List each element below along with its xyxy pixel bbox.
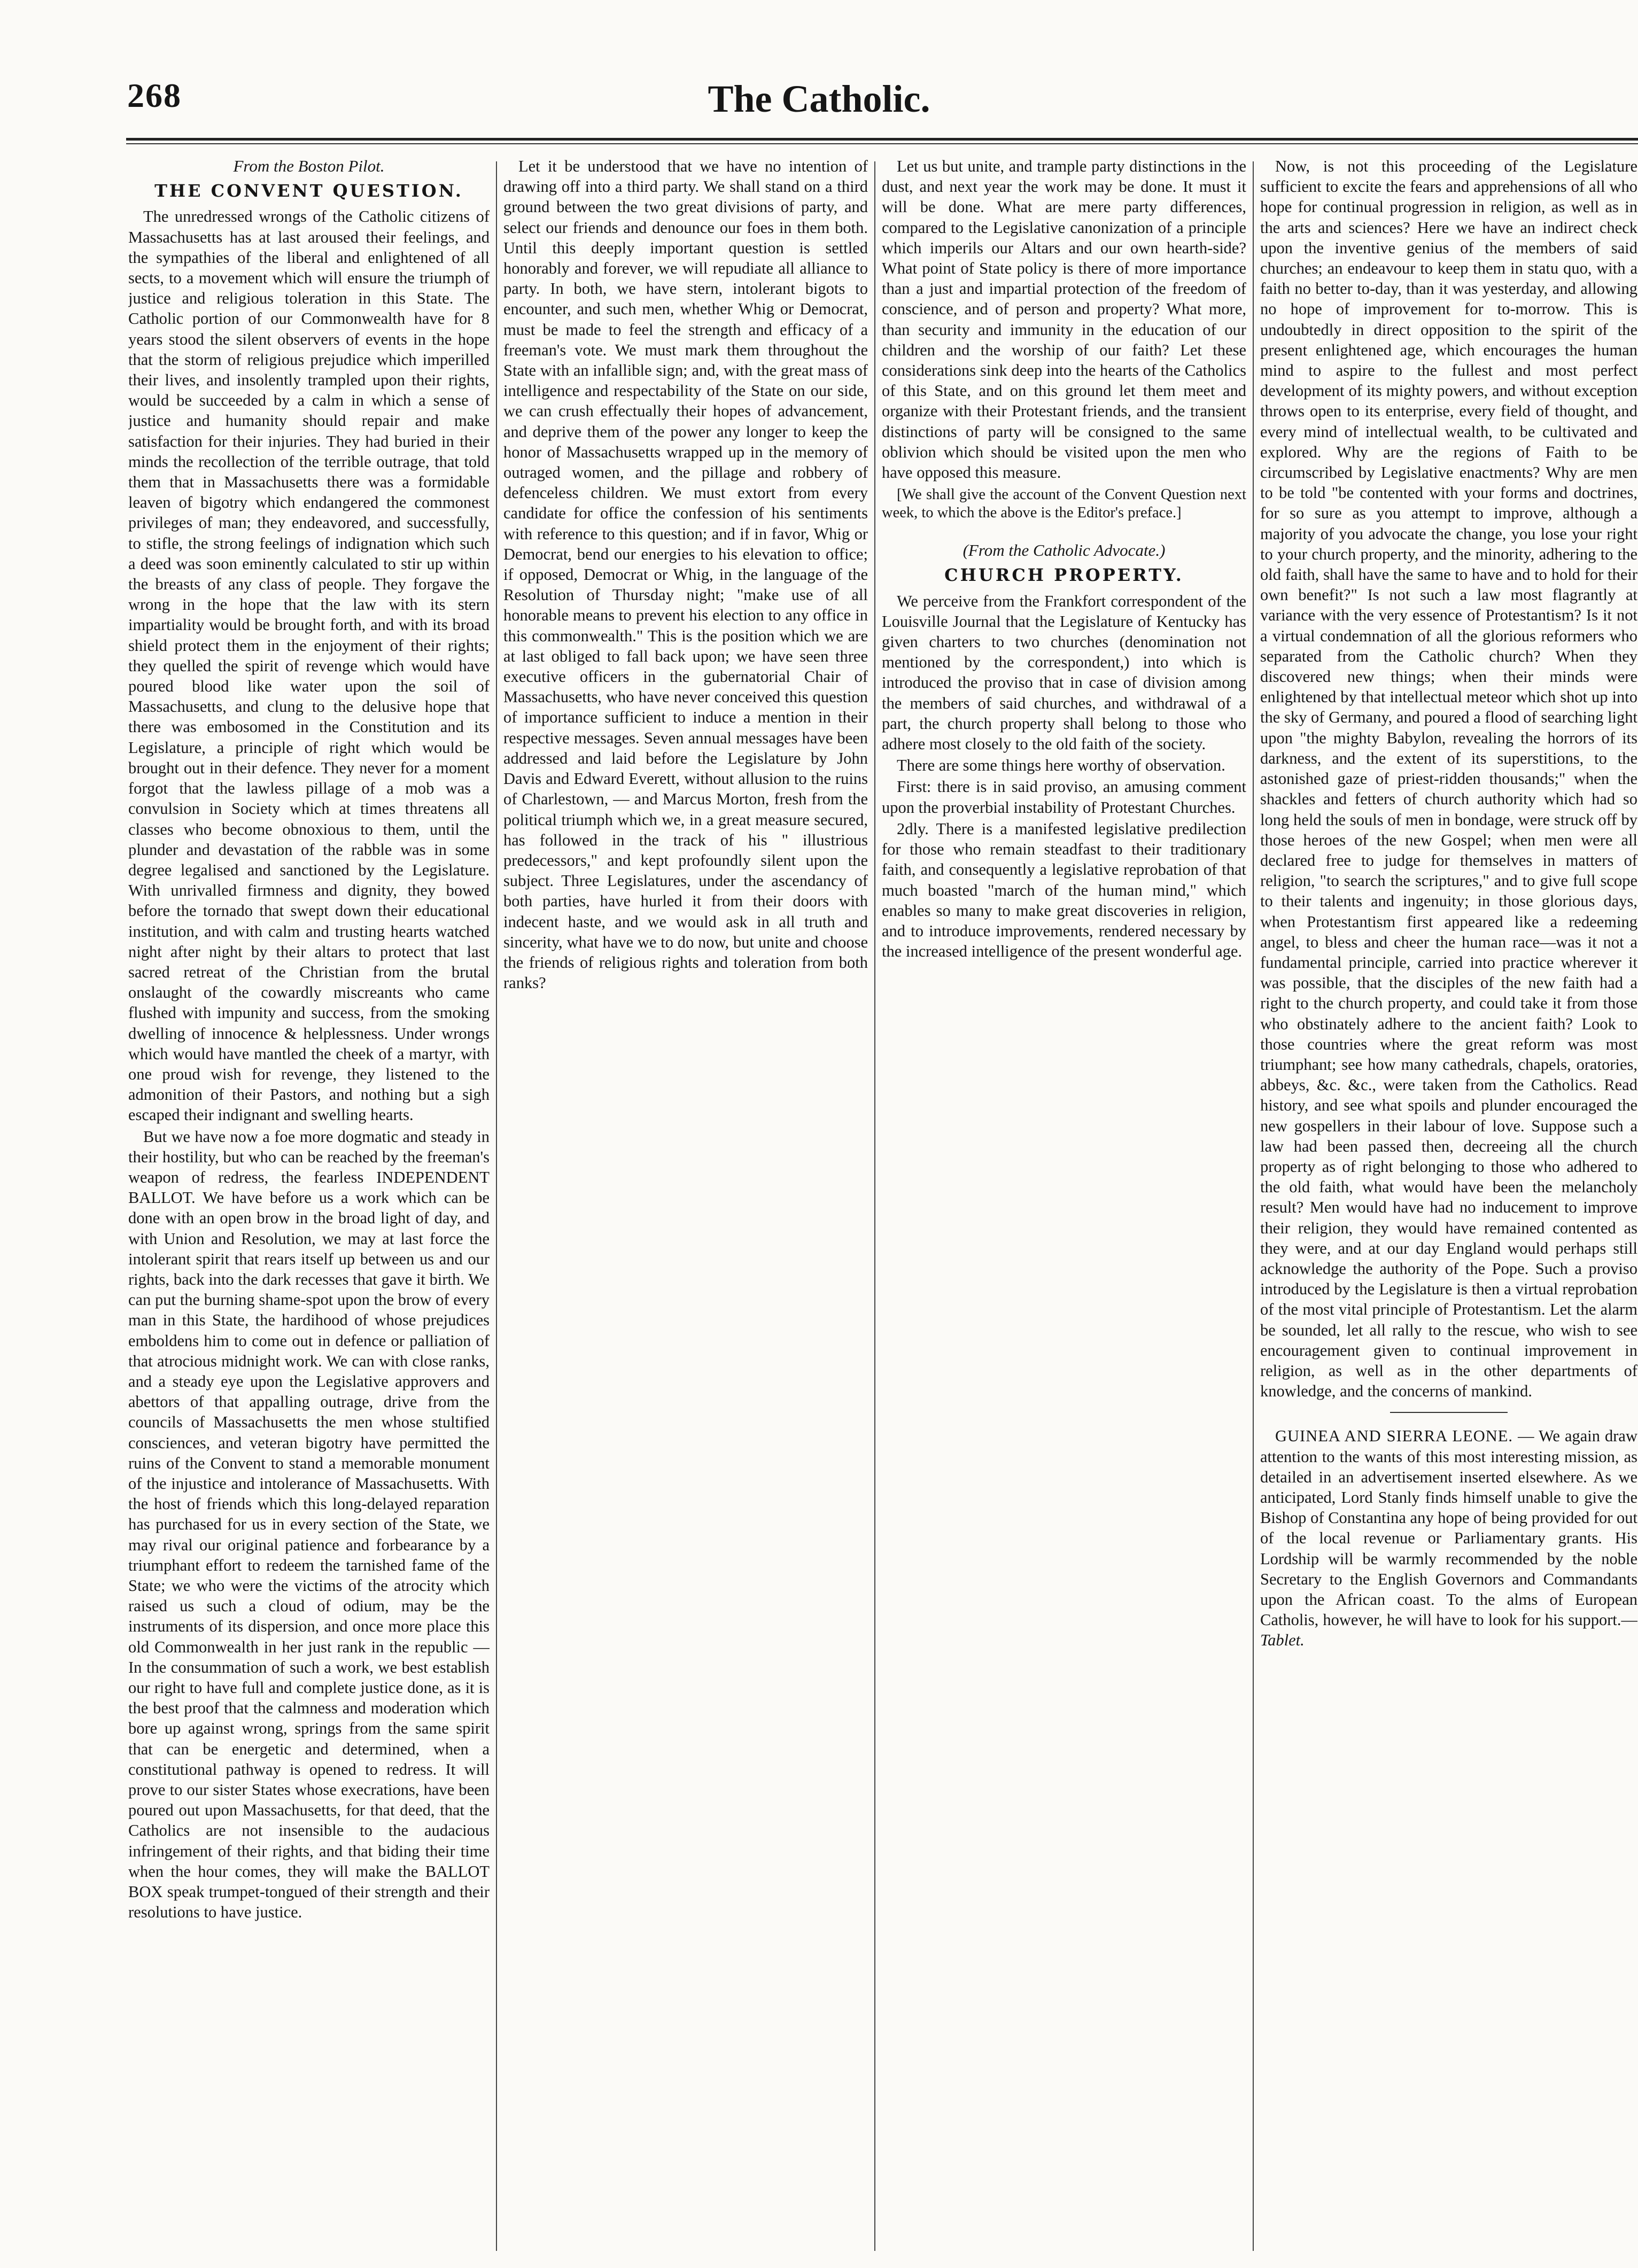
- column-separator: [496, 161, 497, 2251]
- page-number: 268: [127, 76, 182, 114]
- column-separator: [1253, 161, 1254, 2251]
- news-brief: [1260, 1426, 1637, 1650]
- article-paragraph: 2dly. There is a manifested legislative predilection for those who remain steadfast to their traditionary faith, and consequently a legislative reprobation of that much boasted "march of the human mind," which enables so many to make great discoveries in religion, and to introduce improvements, rendered necessary by the increased intelligence of the present wonderful age.: [882, 819, 1246, 961]
- article-source: (From the Catholic Advocate.): [962, 541, 1166, 560]
- news-brief-text: — We again draw attention to the wants of this most interesting mission, as detailed in an advertisement inserted elsewhere. As we anticipated, Lord Stanly finds himself unable to give the Bishop of Constantina any hope of being provided for out of the local revenue or Parliamentary grants. His Lordship will be warmly recommended by the noble Secretary to the English Governors and Commandants upon the African coast. To the alms of European Catholis, however, he will have to look for his support.—: [1260, 1427, 1637, 1629]
- article-paragraph: First: there is in said proviso, an amusing comment upon the proverbial instability of Protestant Churches.: [882, 778, 1246, 817]
- column-2: [503, 156, 868, 2256]
- article-paragraph: Now, is not this proceeding of the Legislature sufficient to excite the fears and apprehensions of all who hope for continual progression in religion, as well as in the arts and sciences? Here we have an indirect check upon the inventive genius of the members of said churches; an endeavour to keep them in statu quo, with a faith no better to-day, than it was yesterday, and allowing no hope of improvement for to-morrow. This is undoubtedly in direct opposition to the spirit of the present enlightened age, which encourages the human mind to aspire to the fullest and most perfect development of its mighty powers, and without exception throws open to its enterprise, every field of thought, and every mind of intellectual wealth, to be cultivated and explored. Why are the regions of Faith to be circumscribed by Legislative enactments? Why are men to be told "be contented with your forms and doctrines, for so sure as you attempt to improve, although a majority of you advocate the change, you lose your right to your church property, and the minority, adhering to the old faith, shall have the same to have and to hold for their own benefit?" Is not such a law most flagrantly at variance with the very essence of Protestantism? Is it not a virtual condemnation of all the glorious reformers who separated from the Catholic church? When they discovered new things; when their minds were enlightened by that intellectual meteor which shot up into the sky of Germany, and poured a flood of searching light upon "the mighty Babylon, revealing the horrors of its darkness, and the extent of its superstitions, to the astonished gaze of priest-ridden thousands;" when the shackles and fetters of church authority which had so long held the souls of men in bondage, were struck off by those heroes of the new Gospel; when men were all declared free to judge for themselves in matters of religion, "to search the scriptures," and to give full scope to their talents and ingenuity; in those glorious days, when Protestantism first appeared like a redeeming angel, to bless and cheer the human race—was it not a fundamental principle, carried into practice wherever it was possible, that the disciples of the new faith had a right to the church property, and could take it from those who obstinately adhere to the ancient faith? Look to those countries where the great reform was most triumphant; see how many cathedrals, chapels, oratories, abbeys, &c. &c., were taken from the Catholics. Read history, and see what spoils and plunder encouraged the new gospellers in their labour of love. Suppose such a law had been passed then, decreeing all the church property as of right belonging to those who adhered to the old faith, what would have been the melancholy result? Men would have had no inducement to improve their religion, they would have remained contented as they were, and at our day England would perhaps still acknowledge the authority of the Pope. Such a proviso introduced by the Legislature is then a virtual reprobation of the most vital principle of Protestantism. Let the alarm be sounded, let all rally to the rescue, who wish to see encouragement given to continual improvement in religion, as well as in the other departments of knowledge, and the concerns of mankind.: [1260, 157, 1637, 1401]
- article-paragraph: There are some things here worthy of observation.: [897, 756, 1225, 775]
- article-paragraph: The unredressed wrongs of the Catholic citizens of Massachusetts has at last aroused their feelings, and the sympathies of the liberal and enlightened of all sects, to a movement which will ensure the triumph of justice and religious toleration in this State. The Catholic portion of our Commonwealth have for 8 years stood the silent observers of events in the hope that the storm of religious prejudice which imperilled their lives, and insolently trampled upon their rights, would be succeeded by a calm in which a sense of justice and humanity should repair and make satisfaction for their injuries. They had buried in their minds the recollection of the terrible outrage, that told them that in Massachusetts there was a formidable leaven of bigotry which endangered the commonest privileges of man; they endeavored, and successfully, to stifle, the strong feelings of indignation which such a deed was soon eminently calculated to stir up within the breasts of any class of people. They forgave the wrong in the hope that the law with its stern impartiality would be brought forth, and with its broad shield protect them in the enjoyment of their rights; they quelled the spirit of revenge which would have poured blood like water upon the soil of Massachusetts, and clung to the delusive hope that there was embosomed in the Constitution and its Legislature, a principle of right which would be brought out in their defence. They never for a moment forgot that the lawless pillage of a mob was a convulsion in Society which at times threatens all classes who become obnoxious to them, until the plunder and devastation of the rabble was in some degree legalised and sanctioned by the Legislature. With unrivalled firmness and dignity, they bowed before the tornado that swept down their educational institution, and with calm and trusting hearts watched night after night by their altars to protect that last sacred retreat of the Christian from the brutal onslaught of the cowardly miscreants who came flushed with impunity and success, from the smoking dwelling of innocence & helplessness. Under wrongs which would have mantled the cheek of a martyr, with one proud wish for revenge, they listened to the admonition of their Pastors, and nothing but a sigh escaped their indignant and swelling hearts.: [128, 207, 490, 1124]
- header-rule-thin: [126, 143, 1638, 144]
- header-rule-thick: [126, 138, 1638, 141]
- article-source: From the Boston Pilot.: [233, 157, 385, 175]
- article-headline: CHURCH PROPERTY.: [944, 565, 1184, 586]
- section-divider: [1390, 1412, 1508, 1413]
- column-separator: [874, 161, 875, 2251]
- column-1: [128, 156, 490, 2256]
- newspaper-columns: [118, 156, 1638, 2256]
- article-headline: THE CONVENT QUESTION.: [154, 181, 463, 201]
- article-paragraph: Let us but unite, and trample party distinctions in the dust, and next year the work may be done. It must it will be done. What are mere party differences, compared to the Legislative canonization of a principle which imperils our Altars and our own hearth-side? What point of State policy is there of more importance than a just and impartial protection of the freedom of conscience, and of person and property? What more, than security and immunity in the education of our children and the worship of our faith? Let these considerations sink deep into the hearts of the Catholics of this State, and on this ground let them meet and organize with their Protestant friends, and the transient distinctions of party will be consigned to the same oblivion which should be visited upon the men who have opposed this measure.: [882, 157, 1246, 482]
- column-4: [1260, 156, 1637, 2256]
- running-head-title: The Catholic.: [708, 77, 930, 120]
- news-brief-signature: Tablet.: [1260, 1631, 1305, 1650]
- article-paragraph: We perceive from the Frankfort correspondent of the Louisville Journal that the Legislature of Kentucky has given charters to two churches (denomination not mentioned by the correspondent,) into which is introduced the proviso that in case of division among the members of said churches, and withdrawal of a part, the church property shall belong to those who adhere most closely to the old faith of the society.: [882, 592, 1246, 754]
- news-brief-lead: GUINEA AND SIERRA LEONE.: [1275, 1427, 1513, 1446]
- article-paragraph: Let it be understood that we have no intention of drawing off into a third party. We shall stand on a third ground between the two great divisions of party, and select our friends and denounce our foes in them both. Until this deeply important question is settled honorably and forever, we will repudiate all alliance to party. In both, we have stern, intolerant bigots to encounter, and such men, whether Whig or Democrat, must be made to feel the strength and efficacy of a freeman's vote. We must mark them throughout the State with an infallible sign; and, with the great mass of intelligence and respectability of the State on our side, we can crush effectually their hopes of advancement, and deprive them of the power any longer to keep the honor of Massachusetts wrapped up in the memory of outraged women, and the pillage and robbery of defenceless children. We must extort from every candidate for office the confession of his sentiments with reference to this question; and if in favor, Whig or Democrat, bend our energies to his elevation to office; if opposed, Democrat or Whig, in the language of the Resolution of Thursday night; "make use of all honorable means to prevent his election to any office in this commonwealth." This is the position which we are at last obliged to fall back upon; we have seen three executive officers in the gubernatorial Chair of Massachusetts, who have never conceived this question of importance sufficient to induce a mention in their respective messages. Seven annual messages have been addressed and laid before the Legislature by John Davis and Edward Everett, without allusion to the ruins of Charlestown, — and Marcus Morton, fresh from the political triumph which we, in a great measure secured, has followed in the track of his " illustrious predecessors," and kept profoundly silent upon the subject. Three Legislatures, under the ascendancy of both parties, have hurled it from their doors with indecent haste, and we would ask in all truth and sincerity, what have we to do now, but unite and choose the friends of religious rights and toleration from both ranks?: [503, 157, 868, 992]
- column-3: [882, 156, 1246, 2256]
- editor-note: [We shall give the account of the Convent Question next week, to which the above is the Editor's preface.]: [882, 486, 1246, 522]
- article-paragraph: But we have now a foe more dogmatic and steady in their hostility, but who can be reached by the freeman's weapon of redress, the fearless INDEPENDENT BALLOT. We have before us a work which can be done with an open brow in the broad light of day, and with Union and Resolution, we may at last force the intolerant spirit that rears itself up between us and our rights, back into the dark recesses that gave it birth. We can put the burning shame-spot upon the brow of every man in this State, the hardihood of whose prejudices emboldens him to come out in defence or palliation of that atrocious midnight work. We can with close ranks, and a steady eye upon the Legislative approvers and abettors of that appalling outrage, drive from the councils of Massachusetts the men whose stultified consciences, and veteran bigotry have permitted the ruins of the Convent to stand a memorable monument of the injustice and intolerance of Massachusetts. With the host of friends which this long-delayed reparation has purchased for us in every section of the State, we may rival our original patience and forbearance by a triumphant effort to redeem the tarnished fame of the State; we who were the victims of the atrocity which raised us such a cloud of odium, may be the instruments of its dispersion, and once more place this old Commonwealth in her just rank in the republic — In the consummation of such a work, we best establish our right to have full and complete justice done, as it is the best proof that the calmness and moderation which bore up against wrong, springs from the same spirit that can be energetic and determined, when a constitutional pathway is opened to redress. It will prove to our sister States whose execrations, have been poured out upon Massachusetts, for that deed, that the Catholics are not insensible to the audacious infringement of their rights, and that biding their time when the hour comes, they will make the BALLOT BOX speak trumpet-tongued of their strength and their resolutions to have justice.: [128, 1127, 490, 1922]
